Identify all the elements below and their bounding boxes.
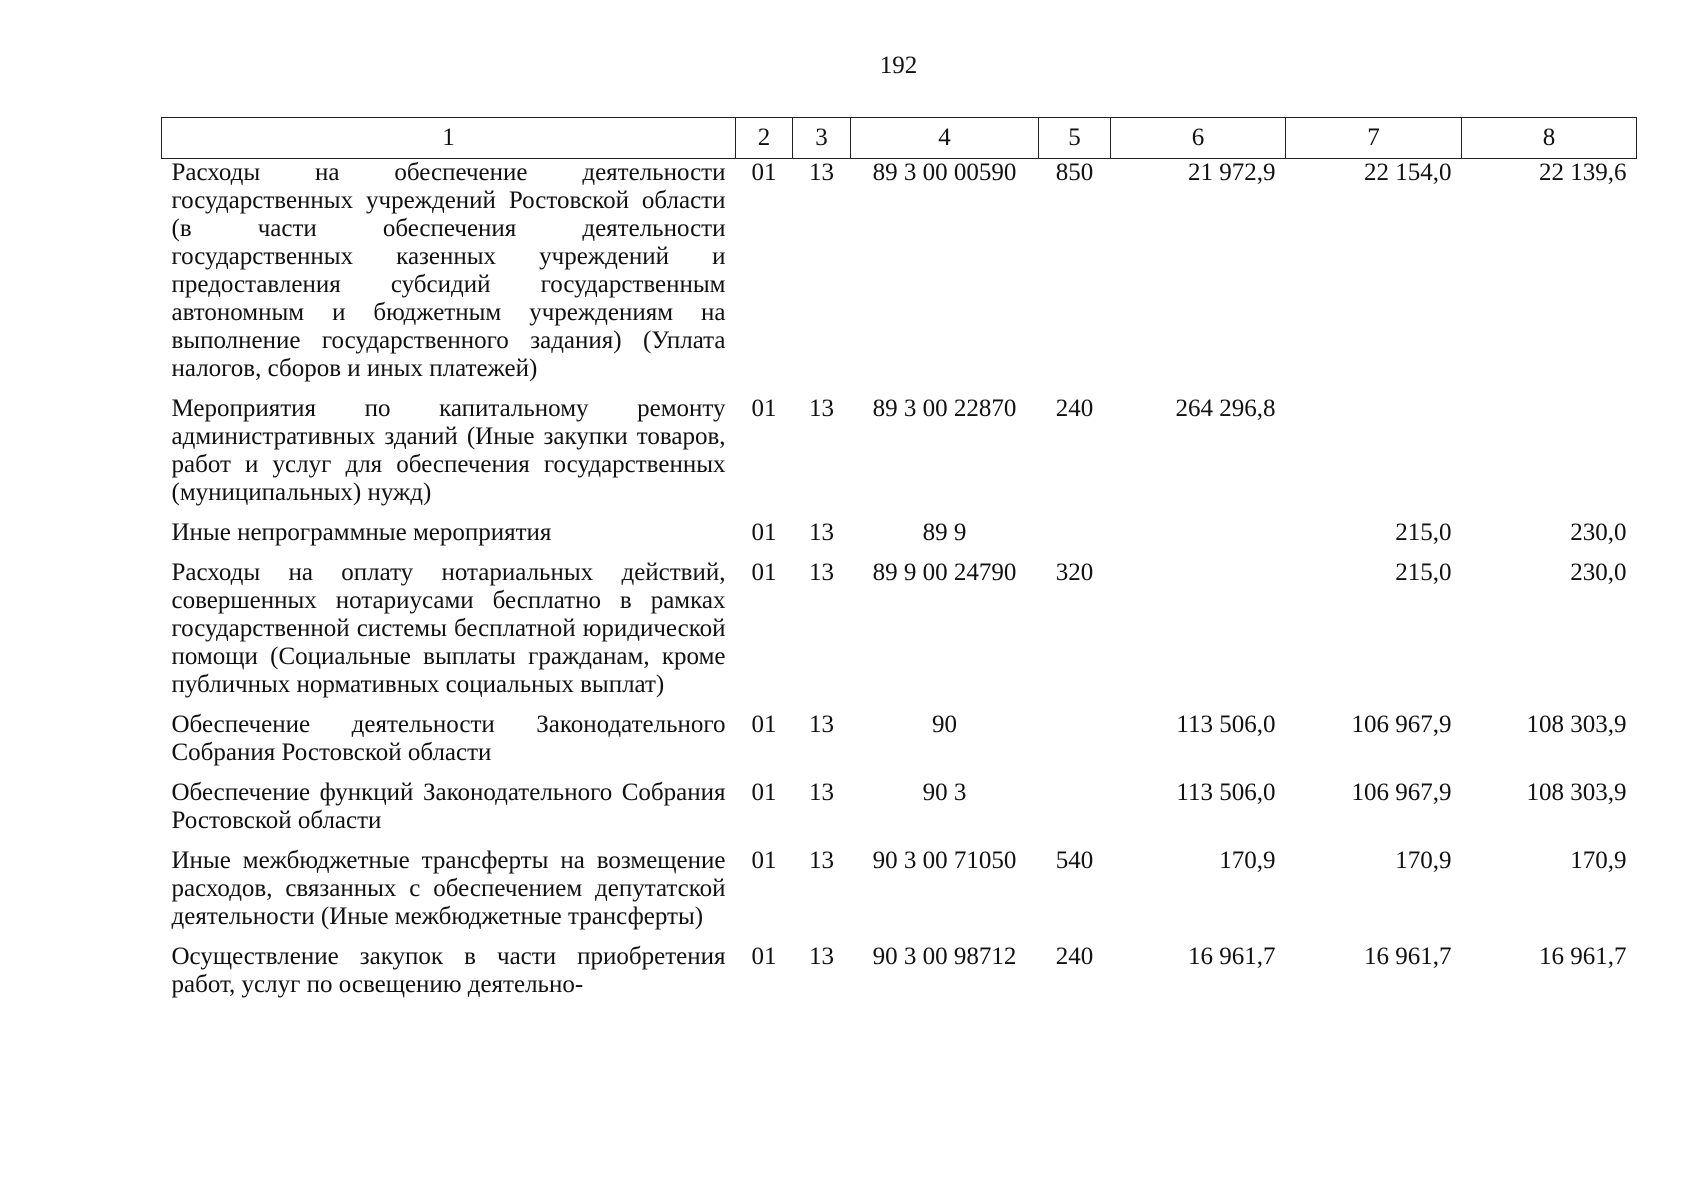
- budget-table: [161, 117, 1637, 1011]
- header-row: [162, 118, 1637, 159]
- table-row: [162, 559, 1637, 711]
- row-name: Осуществление закупок в части приобретения работ, услуг по освещению деятельно-: [171, 943, 726, 998]
- header-col-4: 4: [851, 118, 1039, 159]
- row-target-code: 90 3 00 98712: [872, 943, 1017, 970]
- row-expense-type: [1039, 519, 1111, 559]
- header-col-7: 7: [1286, 118, 1462, 159]
- header-col-6: 6: [1111, 118, 1286, 159]
- row-target-code: 89 3 00 22870: [872, 395, 1017, 422]
- row-expense-type: 540: [1055, 847, 1094, 874]
- row-expense-type: 240: [1055, 943, 1094, 970]
- row-subsection: 13: [809, 395, 834, 422]
- row-subsection: 13: [809, 711, 834, 738]
- row-target-code: 90 3: [922, 779, 967, 806]
- row-amount-col6: 21 972,9: [1188, 159, 1276, 186]
- header-col-8: 8: [1462, 118, 1637, 159]
- row-expense-type: 850: [1055, 159, 1094, 186]
- row-section: 01: [751, 395, 777, 422]
- table-row: [162, 943, 1637, 1011]
- row-target-code: 90: [932, 711, 957, 738]
- row-name: Расходы на оплату нотариальных действий, совершенных нотариусами бесплатно в рамках государственной системы бесплатной юридической помощи (Социальные выплаты гражданам, кроме публичных нормативных социальных выплат): [171, 559, 726, 698]
- row-amount-col8: 16 961,7: [1539, 943, 1627, 970]
- row-subsection: 13: [809, 943, 834, 970]
- row-amount-col6: 113 506,0: [1176, 711, 1276, 738]
- row-section: 01: [751, 711, 777, 738]
- table-row: [162, 779, 1637, 847]
- row-name: Иные межбюджетные трансферты на возмещение расходов, связанных с обеспечением депутатской деятельности (Иные межбюджетные трансферты): [171, 847, 726, 930]
- row-amount-col6: 170,9: [1219, 847, 1276, 874]
- row-target-code: 90 3 00 71050: [872, 847, 1017, 874]
- row-amount-col7: 106 967,9: [1351, 779, 1452, 806]
- row-amount-col6: 264 296,8: [1175, 395, 1276, 422]
- row-expense-type: 240: [1055, 395, 1094, 422]
- row-name: Обеспечение деятельности Законодательного Собрания Ростовской области: [171, 711, 726, 766]
- row-subsection: 13: [809, 559, 834, 586]
- row-amount-col7: 170,9: [1395, 847, 1452, 874]
- table-row: [162, 711, 1637, 779]
- row-amount-col7: 22 154,0: [1364, 159, 1452, 186]
- row-target-code: 89 9: [922, 519, 967, 546]
- row-section: 01: [751, 847, 777, 874]
- row-target-code: 89 9 00 24790: [872, 559, 1017, 586]
- row-amount-col8: 170,9: [1570, 847, 1627, 874]
- row-name: Расходы на обеспечение деятельности государственных учреждений Ростовской области (в части обеспечения деятельности государственных казенных учреждений и предоставления субсидий государственным автономным и бюджетным учреждениям на выполнение государственного задания) (Уплата налогов, сборов и иных платежей): [171, 159, 726, 382]
- row-amount-col8: 22 139,6: [1539, 159, 1627, 186]
- row-amount-col8: 108 303,9: [1526, 711, 1627, 738]
- table-row: [162, 519, 1637, 559]
- row-amount-col7: [1286, 395, 1462, 519]
- row-amount-col7: 16 961,7: [1364, 943, 1452, 970]
- row-expense-type: [1039, 711, 1111, 779]
- row-expense-type: [1039, 779, 1111, 847]
- row-subsection: 13: [809, 159, 834, 186]
- header-col-3: 3: [793, 118, 851, 159]
- row-amount-col8: 108 303,9: [1526, 779, 1627, 806]
- row-subsection: 13: [809, 519, 834, 546]
- row-amount-col8: [1462, 395, 1637, 519]
- row-subsection: 13: [809, 779, 834, 806]
- row-amount-col6: [1111, 519, 1286, 559]
- row-amount-col7: 215,0: [1395, 519, 1452, 546]
- header-col-5: 5: [1039, 118, 1111, 159]
- row-section: 01: [751, 559, 777, 586]
- row-amount-col7: 215,0: [1395, 559, 1452, 586]
- row-amount-col7: 106 967,9: [1351, 711, 1452, 738]
- row-name: Обеспечение функций Законодательного Собрания Ростовской области: [171, 779, 726, 834]
- header-col-2: 2: [736, 118, 793, 159]
- row-expense-type: 320: [1055, 559, 1094, 586]
- row-section: 01: [751, 779, 777, 806]
- row-subsection: 13: [809, 847, 834, 874]
- page-number: 192: [879, 52, 918, 79]
- row-section: 01: [751, 943, 777, 970]
- row-amount-col6: 16 961,7: [1188, 943, 1276, 970]
- row-amount-col8: 230,0: [1570, 559, 1627, 586]
- row-section: 01: [751, 519, 777, 546]
- table-row: [162, 159, 1637, 396]
- row-name: Мероприятия по капитальному ремонту административных зданий (Иные закупки товаров, работ и услуг для обеспечения государственных (муниципальных) нужд): [171, 395, 726, 506]
- row-target-code: 89 3 00 00590: [872, 159, 1017, 186]
- header-col-1: 1: [162, 118, 736, 159]
- row-name: Иные непрограммные мероприятия: [171, 519, 552, 546]
- row-amount-col6: 113 506,0: [1176, 779, 1276, 806]
- table-row: [162, 847, 1637, 943]
- row-amount-col8: 230,0: [1570, 519, 1627, 546]
- row-section: 01: [751, 159, 777, 186]
- row-amount-col6: [1111, 559, 1286, 711]
- table-row: [162, 395, 1637, 519]
